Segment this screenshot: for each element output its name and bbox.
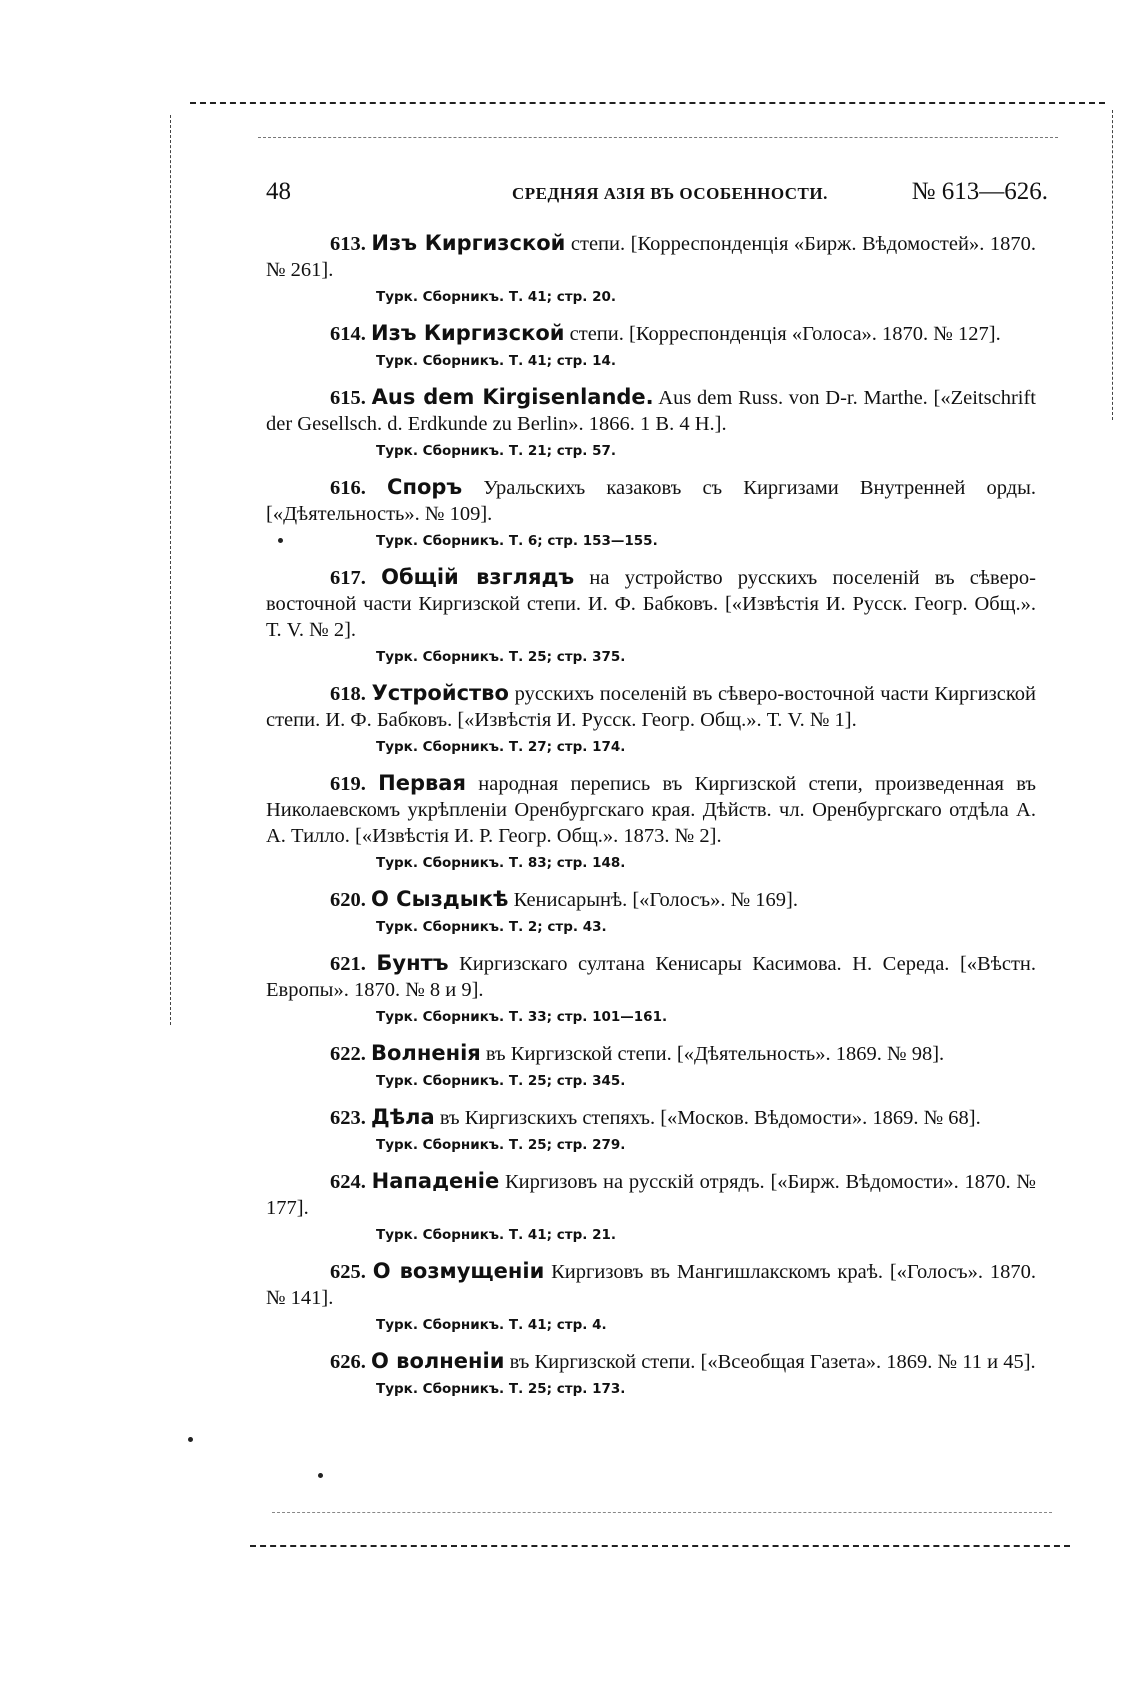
entry-number: 615. xyxy=(330,387,366,409)
entry-range: № 613—626. xyxy=(911,178,1048,205)
entry-source: Турк. Сборникъ. Т. 41; стр. 4. xyxy=(376,1317,607,1333)
entry-headword: Волненія xyxy=(371,1041,481,1065)
page-number: 48 xyxy=(266,178,291,205)
entry-source: Турк. Сборникъ. Т. 21; стр. 57. xyxy=(376,443,617,459)
bibliography-list xyxy=(266,230,1036,1412)
entry-description: народная перепись въ Киргизской степи, произведенная въ Николаевскомъ укрѣпленіи Оренбургскаго края. Дѣйств. чл. Оренбургскаго отдѣла А. А. Тилло. [«Извѣстія И. Р. Геогр. Общ.». 1873. № 2]. xyxy=(266,773,1037,847)
entry-headword: Дѣла xyxy=(371,1105,435,1129)
bibliography-entry xyxy=(266,680,1036,758)
entry-description: степи. [Корреспонденція «Бирж. Вѣдомостей». 1870. № 261]. xyxy=(266,233,1037,281)
entry-number: 623. xyxy=(330,1107,366,1129)
entry-text xyxy=(266,770,1036,849)
bibliography-entry xyxy=(266,320,1036,372)
entry-text xyxy=(266,320,1036,347)
entry-number: 621. xyxy=(330,953,366,975)
entry-headword: Нападеніе xyxy=(371,1169,500,1193)
entry-source: Турк. Сборникъ. Т. 83; стр. 148. xyxy=(376,855,626,871)
entry-description: Aus dem Russ. von D-r. Marthe. [«Zeitschrift der Gesellsch. d. Erdkunde zu Berlin». 1866. 1 B. 4 H.]. xyxy=(266,387,1037,435)
left-margin-mark xyxy=(170,115,171,1025)
entry-headword: Aus dem Kirgisenlande. xyxy=(371,385,654,409)
entry-text xyxy=(266,1168,1036,1221)
entry-source: Турк. Сборникъ. Т. 33; стр. 101—161. xyxy=(376,1009,668,1025)
bibliography-entry xyxy=(266,950,1036,1028)
entry-number: 624. xyxy=(330,1171,366,1193)
entry-headword: О волненіи xyxy=(371,1349,505,1373)
bibliography-entry xyxy=(266,564,1036,668)
entry-description: въ Киргизской степи. [«Всеобщая Газета». 1869. № 11 и 45]. xyxy=(504,1351,1036,1373)
scan-speck xyxy=(188,1437,193,1442)
entry-description: въ Киргизскихъ степяхъ. [«Москов. Вѣдомости». 1869. № 68]. xyxy=(434,1107,981,1129)
entry-number: 620. xyxy=(330,889,366,911)
entry-text xyxy=(266,1258,1036,1311)
entry-text xyxy=(266,1104,1036,1131)
entry-number: 625. xyxy=(330,1261,366,1283)
top-border-rule xyxy=(190,102,1105,104)
right-margin-mark xyxy=(1112,110,1113,420)
entry-description: Киргизовъ въ Мангишлакскомъ краѣ. [«Голосъ». 1870. № 141]. xyxy=(266,1261,1036,1309)
entry-source: Турк. Сборникъ. Т. 25; стр. 345. xyxy=(376,1073,626,1089)
bibliography-entry xyxy=(266,474,1036,552)
entry-number: 616. xyxy=(330,477,366,499)
entry-description: степи. [Корреспонденція «Голоса». 1870. № 127]. xyxy=(564,323,1001,345)
bibliography-entry xyxy=(266,1168,1036,1246)
entry-source: Турк. Сборникъ. Т. 41; стр. 20. xyxy=(376,289,617,305)
entry-text xyxy=(266,384,1036,437)
bibliography-entry xyxy=(266,1104,1036,1156)
running-title: СРЕДНЯЯ АЗІЯ ВЪ ОСОБЕННОСТИ. xyxy=(512,184,828,203)
entry-source: Турк. Сборникъ. Т. 25; стр. 375. xyxy=(376,649,626,665)
entry-source: Турк. Сборникъ. Т. 27; стр. 174. xyxy=(376,739,626,755)
entry-source: Турк. Сборникъ. Т. 25; стр. 279. xyxy=(376,1137,626,1153)
entry-text xyxy=(266,474,1036,527)
entry-headword: Общій взглядъ xyxy=(381,565,575,589)
scan-speck xyxy=(318,1473,323,1478)
entry-headword: Изъ Киргизской xyxy=(371,231,566,255)
entry-description: Кенисарынѣ. [«Голосъ». № 169]. xyxy=(508,889,798,911)
entry-source: Турк. Сборникъ. Т. 6; стр. 153—155. xyxy=(376,533,658,549)
entry-number: 613. xyxy=(330,233,366,255)
entry-number: 622. xyxy=(330,1043,366,1065)
entry-description: въ Киргизской степи. [«Дѣятельность». 1869. № 98]. xyxy=(480,1043,945,1065)
bibliography-entry xyxy=(266,230,1036,308)
bibliography-entry xyxy=(266,886,1036,938)
entry-description: на устройство русскихъ поселеній въ сѣверо-восточной части Киргизской степи. И. Ф. Бабковъ. [«Извѣстія И. Русск. Геогр. Общ.». Т. V. № 2]. xyxy=(266,567,1036,641)
entry-number: 619. xyxy=(330,773,366,795)
page-header xyxy=(266,178,1066,212)
entry-source: Турк. Сборникъ. Т. 41; стр. 14. xyxy=(376,353,617,369)
entry-description: Киргизовъ на русскій отрядъ. [«Бирж. Вѣдомости». 1870. № 177]. xyxy=(266,1171,1036,1219)
bibliography-entry xyxy=(266,1348,1036,1400)
bibliography-entry xyxy=(266,384,1036,462)
top-inner-rule xyxy=(258,137,1058,138)
entry-headword: Бунтъ xyxy=(376,951,449,975)
entry-text xyxy=(266,950,1036,1003)
bottom-inner-rule xyxy=(272,1512,1052,1513)
entry-headword: Изъ Киргизской xyxy=(371,321,565,345)
entry-text xyxy=(266,680,1036,733)
entry-text xyxy=(266,564,1036,643)
entry-number: 614. xyxy=(330,323,366,345)
bibliography-entry xyxy=(266,1258,1036,1336)
entry-number: 617. xyxy=(330,567,366,589)
entry-text xyxy=(266,1348,1036,1375)
entry-number: 626. xyxy=(330,1351,366,1373)
entry-text xyxy=(266,886,1036,913)
entry-description: Киргизскаго султана Кенисары Касимова. Н. Середа. [«Вѣстн. Европы». 1870. № 8 и 9]. xyxy=(266,953,1036,1001)
bibliography-entry xyxy=(266,1040,1036,1092)
entry-headword: О возмущеніи xyxy=(372,1259,545,1283)
entry-text xyxy=(266,230,1036,283)
entry-description: Уральскихъ казаковъ съ Киргизами Внутренней орды. [«Дѣятельность». № 109]. xyxy=(266,477,1037,525)
entry-headword: Споръ xyxy=(387,475,463,499)
bibliography-entry xyxy=(266,770,1036,874)
entry-headword: Первая xyxy=(378,771,466,795)
entry-number: 618. xyxy=(330,683,366,705)
entry-headword: Устройство xyxy=(371,681,509,705)
entry-source: Турк. Сборникъ. Т. 41; стр. 21. xyxy=(376,1227,617,1243)
entry-source: Турк. Сборникъ. Т. 25; стр. 173. xyxy=(376,1381,626,1397)
entry-description: русскихъ поселеній въ сѣверо-восточной части Киргизской степи. И. Ф. Бабковъ. [«Извѣстія И. Русск. Геогр. Общ.». Т. V. № 1]. xyxy=(266,683,1036,731)
entry-text xyxy=(266,1040,1036,1067)
entry-source: Турк. Сборникъ. Т. 2; стр. 43. xyxy=(376,919,607,935)
bottom-border-rule xyxy=(250,1545,1070,1547)
entry-headword: О Сыздыкѣ xyxy=(371,887,509,911)
